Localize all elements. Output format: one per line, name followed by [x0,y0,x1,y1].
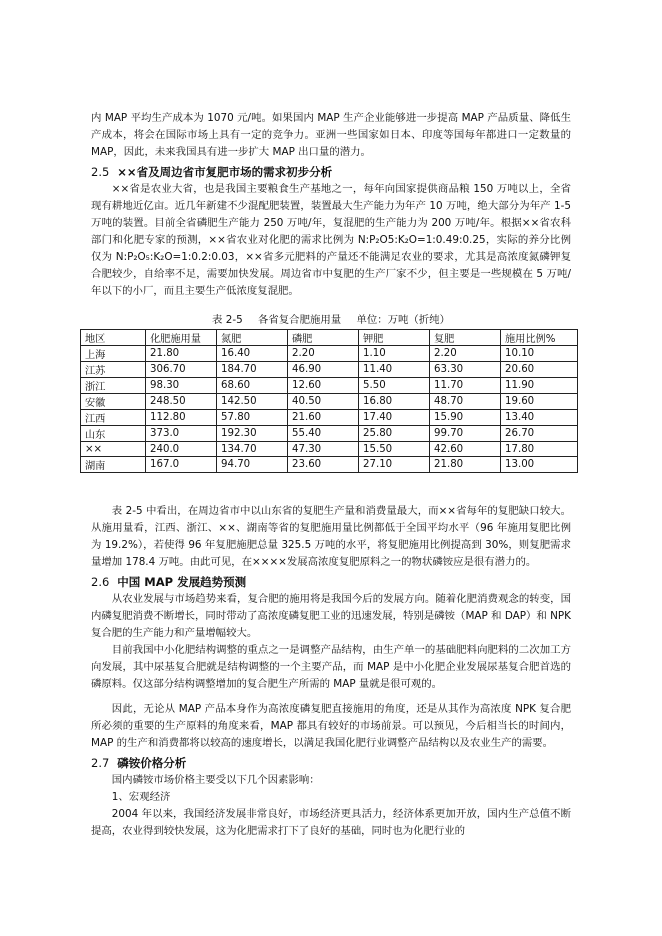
table-row [81,410,578,426]
table-cell: 306.70 [146,362,217,378]
table-cell: 99.70 [430,426,501,442]
table-header-cell: 钾肥 [359,330,430,346]
table-cell: 江苏 [81,362,146,378]
table-cell: 17.80 [501,442,578,457]
table-header-cell: 化肥施用量 [146,330,217,346]
table-cell: 248.50 [146,394,217,410]
section-2-6-heading [91,573,571,591]
table-cell: 42.60 [430,442,501,457]
table-header-cell: 施用比例% [501,330,578,346]
table-header-cell: 复肥 [430,330,501,346]
table-cell: 19.60 [501,394,578,410]
section-2-5-heading [91,163,571,181]
table-header-cell: 氮肥 [217,330,288,346]
table-cell: 15.50 [359,442,430,457]
section-number: 2.6 [91,575,110,589]
table-cell: 63.30 [430,362,501,378]
paragraph-market-trend: 从农业发展与市场趋势来看，复合肥的施用将是我国今后的发展方向。随着化肥消费观念的转变，国内磷复肥消费不断增长，同时带动了高浓度磷复肥工业的迅速发展，特别是磷铵（MAP 和 DAP）和 NPK 复合肥的生产能力和产量增幅较大。 [91,593,571,639]
section-title: ××省及周边省市复肥市场的需求初步分析 [117,165,333,179]
table-cell: 184.70 [217,362,288,378]
table-header-cell: 磷肥 [288,330,359,346]
table-cell: 167.0 [146,457,217,473]
table-cell: 10.10 [501,346,578,362]
table-cell: 1.10 [359,346,430,362]
table-cell: 江西 [81,410,146,426]
table-cell: 47.30 [288,442,359,457]
section-2-7-heading [91,754,571,772]
table-row [81,378,578,394]
section-number: 2.7 [91,756,110,770]
table-cell: 安徽 [81,394,146,410]
table-row [81,394,578,410]
table-cell: 16.40 [217,346,288,362]
table-header-row [81,330,578,346]
table-cell: 27.10 [359,457,430,473]
table-cell: 142.50 [217,394,288,410]
table-cell: 192.30 [217,426,288,442]
table-cell: 17.40 [359,410,430,426]
table-cell: 57.80 [217,410,288,426]
table-cell: 98.30 [146,378,217,394]
table-caption-unit: 单位：万吨（折纯） [356,314,450,326]
paragraph-table-analysis: 表 2-5 中看出，在周边省市中以山东省的复肥生产量和消费量最大，而××省每年的复肥缺口较大。从施用量看，江西、浙江、××、湖南等省的复肥施用量比例都低于全国平均水平（96 年施用复肥比例为 19.2%），若使得 96 年复肥施肥总量 325.5 万吨的水平，将复肥施用比例提高到 30%，则复肥需求量增加 178.4 万吨。由此可见，在××××发展高浓度复肥原料之一的物状磷铵应是很有潜力的。 [91,505,571,568]
table-cell: 11.40 [359,362,430,378]
table-cell: 134.70 [217,442,288,457]
paragraph-structure-adjustment: 目前我国中小化肥结构调整的重点之一是调整产品结构，由生产单一的基础肥料向肥料的二次加工方向发展，其中尿基复合肥就是结构调整的一个主要产品，而 MAP 是中小化肥企业发展尿基复合肥首选的磷原料。仅这部分结构调整增加的复合肥生产所需的 MAP 量就是很可观的。 [91,644,571,690]
table-cell: 68.60 [217,378,288,394]
table-cell: 上海 [81,346,146,362]
table-cell: 13.00 [501,457,578,473]
table-row [81,362,578,378]
fertilizer-table [80,329,578,473]
paragraph-province-demand: ××省是农业大省，也是我国主要粮食生产基地之一，每年向国家提供商品粮 150 万吨以上，全省现有耕地近亿亩。近几年新建不少混配肥装置，装置最大生产能力为年产 10 万吨，绝大部分为年产 1-5 万吨的装置。目前全省磷肥生产能力 250 万吨/年，复混肥的生产能力为 200 万吨/年。根据××省农科部门和化肥专家的预测，××省农业对化肥的需求比例为 N:P₂O5:K₂O=1:0.49:0.25，实际的养分比例仅为 N:P₂O₅:K₂O=1:0.2:0.03，××省多元肥料的产量还不能满足农业的要求，尤其是高浓度氮磷钾复合肥较少，自给率不足，需要加快发展。周边省市中复肥的生产厂家不少，但主要是一些规模在 5 万吨/年以下的小厂，而且主要生产低浓度复混肥。 [91,183,571,297]
table-cell: 2.20 [430,346,501,362]
table-row [81,442,578,457]
table-row [81,426,578,442]
table-cell: 11.90 [501,378,578,394]
paragraph-economy-2004: 2004 年以来，我国经济发展非常良好，市场经济更具活力，经济体系更加开放，国内生产总值不断提高，农业得到较快发展，这为化肥需求打下了良好的基础，同时也为化肥行业的 [91,808,571,837]
table-cell: 21.60 [288,410,359,426]
table-cell: 40.50 [288,394,359,410]
table-cell: 浙江 [81,378,146,394]
table-cell: 11.70 [430,378,501,394]
table-cell: 5.50 [359,378,430,394]
table-caption-number: 表 2-5 [212,314,243,326]
table-cell: 15.90 [430,410,501,426]
table-cell: 16.80 [359,394,430,410]
section-title: 中国 MAP 发展趋势预测 [117,575,247,589]
paragraph-price-factors: 国内磷铵市场价格主要受以下几个因素影响： [111,774,320,786]
table-cell: 23.60 [288,457,359,473]
section-title: 磷铵价格分析 [117,756,187,770]
table-cell: ×× [81,442,146,457]
table-cell: 373.0 [146,426,217,442]
table-cell: 46.90 [288,362,359,378]
list-item-macro-economy: 1、宏观经济 [111,791,171,803]
table-cell: 21.80 [146,346,217,362]
table-cell: 13.40 [501,410,578,426]
table-cell: 2.20 [288,346,359,362]
table-cell: 55.40 [288,426,359,442]
table-cell: 12.60 [288,378,359,394]
table-row [81,457,578,473]
section-number: 2.5 [91,165,110,179]
table-cell: 20.60 [501,362,578,378]
table-cell: 48.70 [430,394,501,410]
table-cell: 21.80 [430,457,501,473]
table-cell: 26.70 [501,426,578,442]
table-cell: 94.70 [217,457,288,473]
table-cell: 112.80 [146,410,217,426]
paragraph-map-prospect: 因此，无论从 MAP 产品本身作为高浓度磷复肥直接施用的角度，还是从其作为高浓度 NPK 复合肥所必须的重要的生产原料的角度来看，MAP 都具有较好的市场前景。可以预见，今后相当长的时间内，MAP 的生产和消费都将以较高的速度增长，以满足我国化肥行业调整产品结构以及农业生产的需要。 [91,703,571,749]
document-page [85,110,571,840]
table-row [81,346,578,362]
table-caption-title: 各省复合肥施用量 [258,314,342,326]
table-cell: 25.80 [359,426,430,442]
table-caption [91,312,571,328]
paragraph-map-export: 内 MAP 平均生产成本为 1070 元/吨。如果国内 MAP 生产企业能够进一步提高 MAP 产品质量、降低生产成本，将会在国际市场上具有一定的竞争力。亚洲一些国家如日本、印度等国每年都进口一定数量的 MAP，因此，未来我国具有进一步扩大 MAP 出口量的潜力。 [91,112,571,158]
table-cell: 山东 [81,426,146,442]
table-cell: 240.0 [146,442,217,457]
table-header-cell: 地区 [81,330,146,346]
table-cell: 湖南 [81,457,146,473]
